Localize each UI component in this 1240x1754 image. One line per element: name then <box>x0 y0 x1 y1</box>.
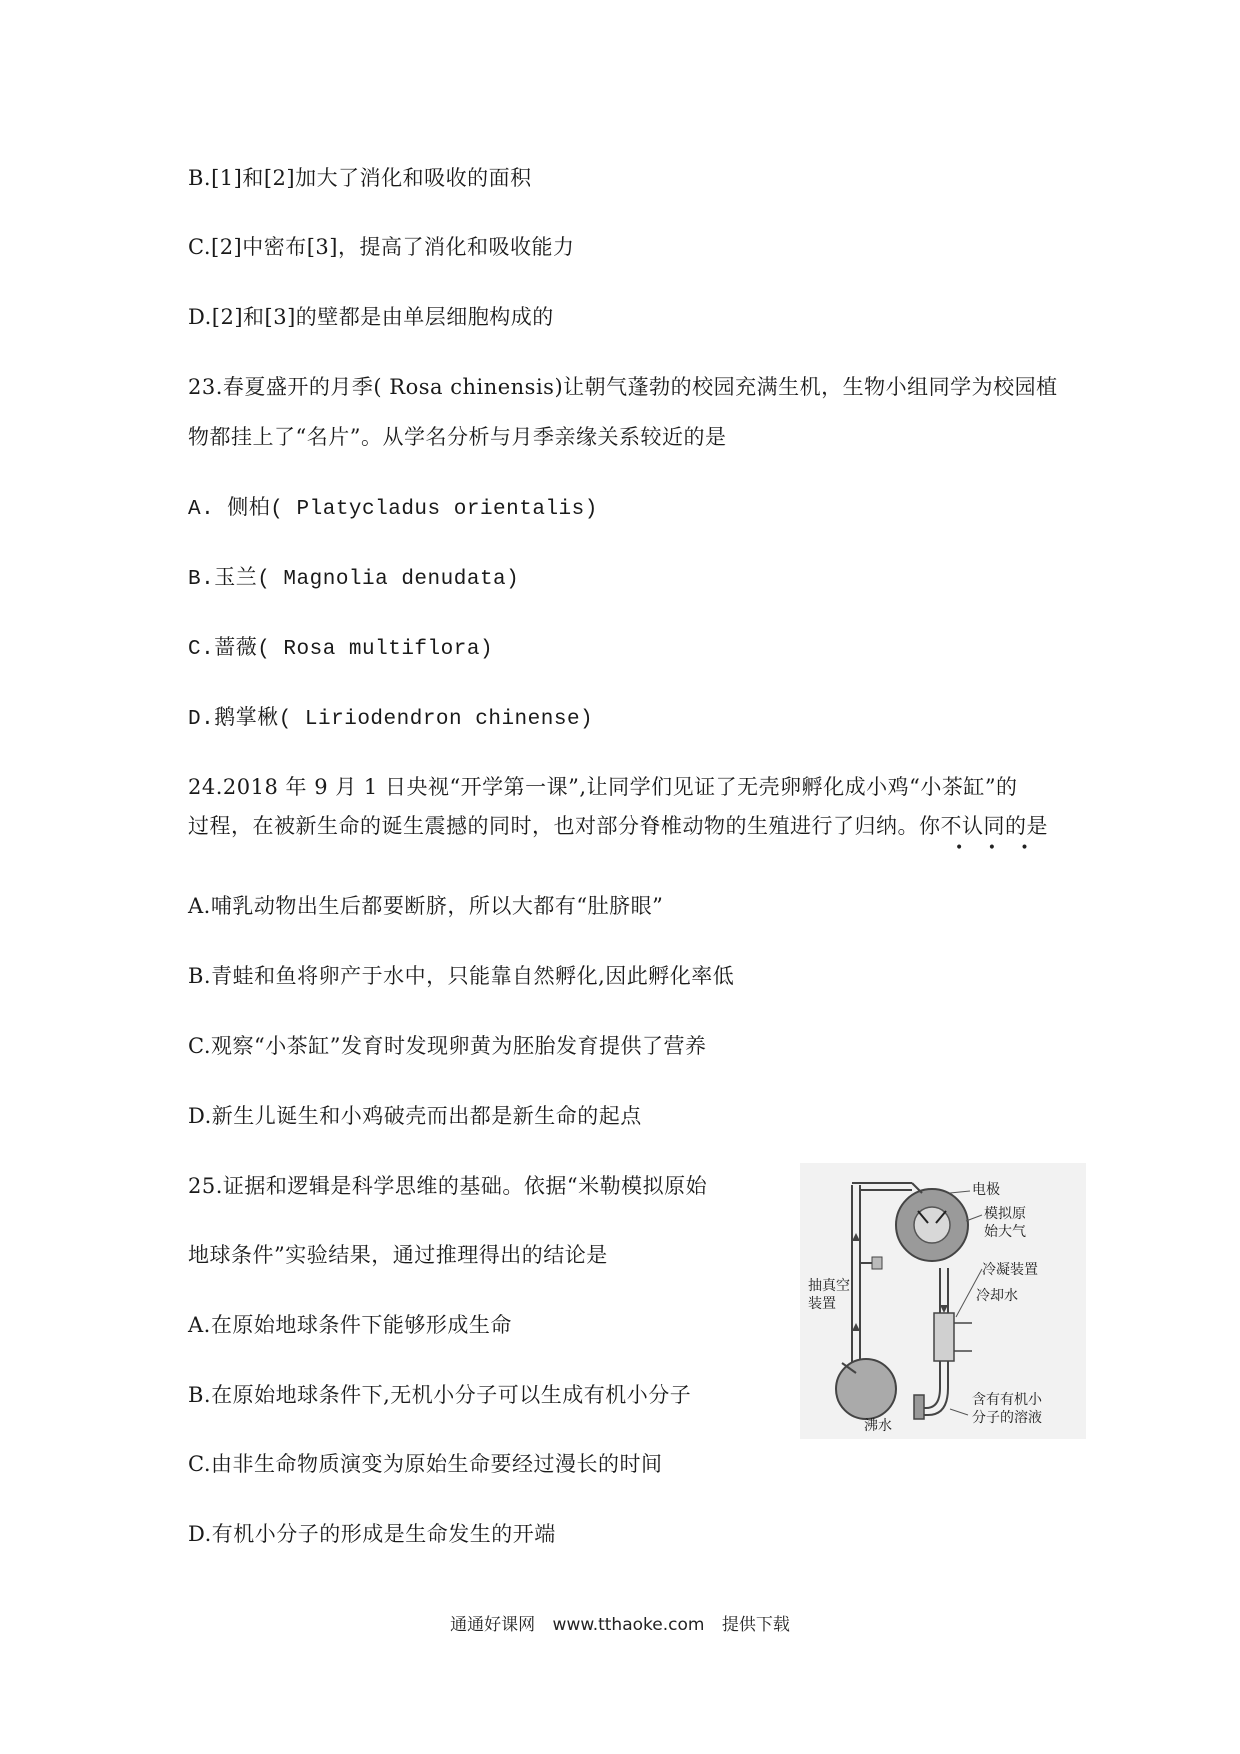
label-condenser: 冷凝装置 <box>982 1262 1038 1278</box>
q25-stem-line-1: 25.证据和逻辑是科学思维的基础。依据“米勒模拟原始 <box>188 1174 708 1198</box>
footer-site-name: 通通好课网 <box>450 1615 536 1635</box>
miller-apparatus-illustration <box>800 1163 1086 1439</box>
page-footer <box>0 1610 1240 1635</box>
q25-option-c: C.由非生命物质演变为原始生命要经过漫长的时间 <box>188 1452 663 1476</box>
label-electrode: 电极 <box>972 1182 1000 1198</box>
q23-option-a: A. 侧柏( Platycladus orientalis) <box>188 498 598 521</box>
q24-option-d: D.新生儿诞生和小鸡破壳而出都是新生命的起点 <box>188 1104 642 1128</box>
q25-option-a: A.在原始地球条件下能够形成生命 <box>188 1313 512 1337</box>
q22-option-d: D.[2]和[3]的壁都是由单层细胞构成的 <box>188 305 554 329</box>
miller-experiment-diagram <box>800 1163 1086 1439</box>
q23-stem-line-1: 23.春夏盛开的月季( Rosa chinensis)让朝气蓬勃的校园充满生机，生物小组同学为校园植 <box>188 375 1058 399</box>
q22-option-b: B.[1]和[2]加大了消化和吸收的面积 <box>188 166 532 190</box>
label-coolant: 冷却水 <box>976 1288 1018 1304</box>
q25-option-b: B.在原始地球条件下,无机小分子可以生成有机小分子 <box>188 1383 692 1407</box>
emphasis-dots: • • • <box>955 840 1039 856</box>
q25-stem-line-2: 地球条件”实验结果，通过推理得出的结论是 <box>188 1243 608 1267</box>
footer-download-note: 提供下载 <box>721 1615 790 1635</box>
q25-option-d: D.有机小分子的形成是生命发生的开端 <box>188 1522 556 1546</box>
q24-option-a: A.哺乳动物出生后都要断脐，所以大都有“肚脐眼” <box>188 894 664 918</box>
label-solution-line-1: 含有有机小 <box>972 1392 1042 1408</box>
label-vacuum-line-2: 装置 <box>808 1296 836 1312</box>
q23-option-b: B.玉兰( Magnolia denudata) <box>188 568 520 591</box>
label-vacuum-line-1: 抽真空 <box>808 1278 850 1294</box>
q23-option-d: D.鹅掌楸( Liriodendron chinense) <box>188 708 594 731</box>
footer-url-link[interactable]: www.tthaoke.com <box>552 1615 705 1635</box>
label-atmosphere-line-1: 模拟原 <box>984 1206 1026 1222</box>
label-atmosphere-line-2: 始大气 <box>984 1224 1026 1240</box>
q23-stem-line-2: 物都挂上了“名片”。从学名分析与月季亲缘关系较近的是 <box>188 425 727 449</box>
q22-option-c: C.[2]中密布[3]，提高了消化和吸收能力 <box>188 235 575 259</box>
q23-option-c: C.蔷薇( Rosa multiflora) <box>188 638 494 661</box>
label-boiling-water: 沸水 <box>864 1418 892 1434</box>
q24-option-c: C.观察“小茶缸”发育时发现卵黄为胚胎发育提供了营养 <box>188 1034 707 1058</box>
q24-stem-line-2: 过程，在被新生命的诞生震撼的同时，也对部分脊椎动物的生殖进行了归纳。你不认同的是 <box>188 814 1048 838</box>
label-solution-line-2: 分子的溶液 <box>972 1410 1042 1426</box>
q24-stem-line-1: 24.2018 年 9 月 1 日央视“开学第一课”,让同学们见证了无壳卵孵化成小鸡“小茶缸”的 <box>188 775 1018 799</box>
q24-option-b: B.青蛙和鱼将卵产于水中，只能靠自然孵化,因此孵化率低 <box>188 964 735 988</box>
